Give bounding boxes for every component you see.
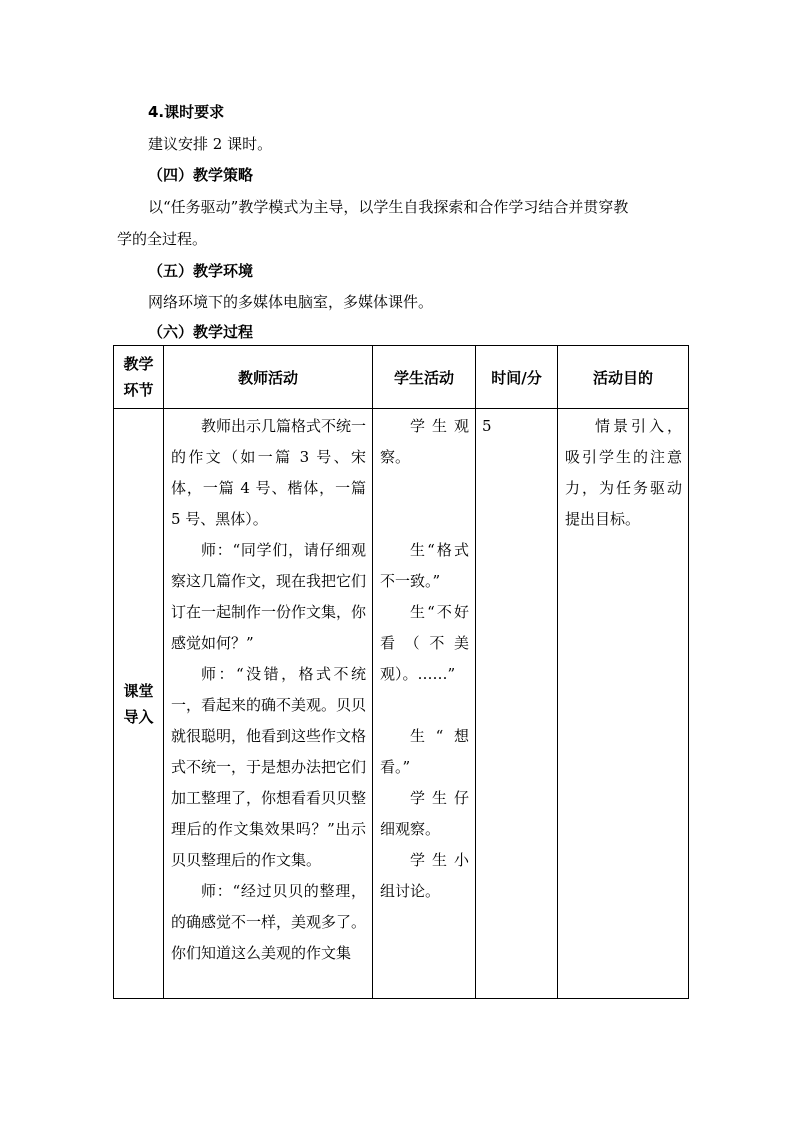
header-purpose: 活动目的 [558,346,689,409]
time-value: 5 [482,417,492,435]
class-hours-heading: 4.课时要求 [148,103,225,121]
environment-heading: （五）教学环境 [148,262,254,280]
student-paragraph-6: 学生小组讨论。 [380,851,469,900]
header-teacher-activity: 教师活动 [164,346,373,409]
environment-text: 网络环境下的多媒体电脑室，多媒体课件。 [148,293,434,311]
purpose-cell [558,409,689,999]
strategy-text-line2: 学的全过程。 [117,230,208,248]
teacher-paragraph-1: 教师出示几篇格式不统一的作文（如一篇 3 号、宋体，一篇 4 号、楷体，一篇 5 号、黑体）。 [171,417,367,528]
teacher-activity-cell [164,409,373,999]
student-paragraph-3: 生“不好看（不美观）。……” [380,603,469,683]
student-paragraph-2: 生“格式不一致。” [380,541,469,590]
header-time: 时间/分 [476,346,558,409]
header-stage [114,346,164,409]
teacher-paragraph-3: 师：“没错，格式不统一，看起来的确不美观。贝贝就很聪明，他看到这些作文格式不统一，于是想办法把它们加工整理了，你想看看贝贝整理后的作文集效果吗？”出示贝贝整理后的作文集。 [171,665,367,869]
table-row [114,409,689,999]
header-stage-line1: 教学 [123,355,154,373]
stage-cell [114,409,164,999]
stage-line1: 课堂 [123,681,154,700]
class-hours-text: 建议安排 2 课时。 [148,135,273,153]
purpose-text: 情景引入，吸引学生的注意力，为任务驱动提出目标。 [565,417,682,528]
student-paragraph-4: 生“想看。” [380,727,469,776]
student-activity-cell [373,409,476,999]
header-stage-line2: 环节 [123,381,154,399]
teaching-process-table [113,345,689,999]
stage-line2: 导入 [123,707,154,726]
strategy-heading: （四）教学策略 [148,166,254,184]
student-paragraph-5: 学生仔细观察。 [380,789,469,838]
teacher-paragraph-4: 师：“经过贝贝的整理，的确感觉不一样，美观多了。你们知道这么美观的作文集 [171,882,367,962]
strategy-text-line1: 以“任务驱动”教学模式为主导，以学生自我探索和合作学习结合并贯穿教 [148,198,629,216]
table-header-row [114,346,689,409]
teacher-paragraph-2: 师：“同学们，请仔细观察这几篇作文，现在我把它们订在一起制作一份作文集，你感觉如何？” [171,541,367,652]
header-student-activity: 学生活动 [373,346,476,409]
time-cell [476,409,558,999]
process-heading: （六）教学过程 [148,323,254,341]
student-paragraph-1: 学生观察。 [380,417,469,466]
